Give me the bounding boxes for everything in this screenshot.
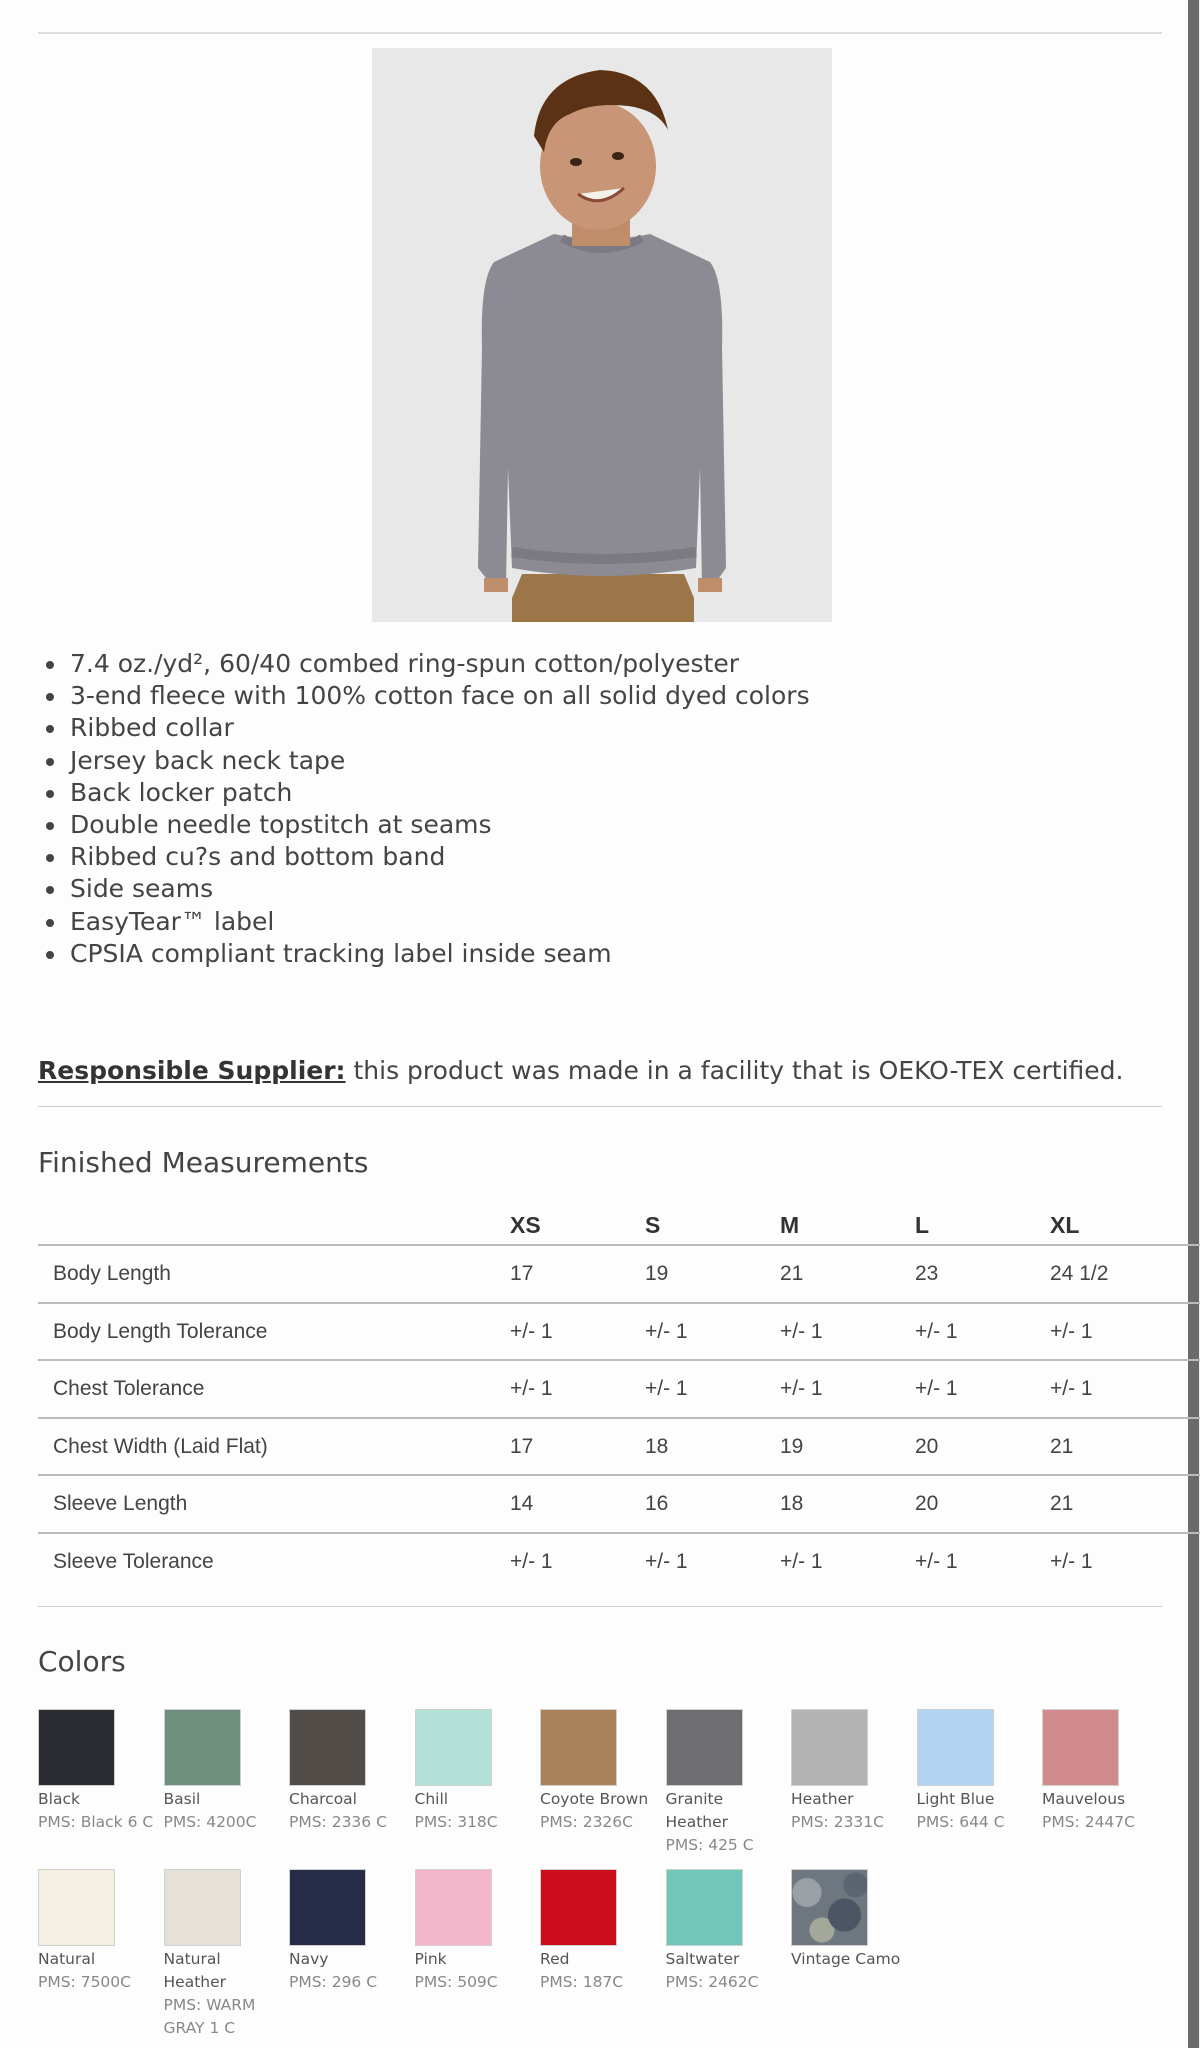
measurement-value: 17 — [510, 1434, 534, 1458]
measurement-value: 21 — [1050, 1434, 1074, 1458]
color-pms: PMS: 2462C — [665, 1973, 759, 1991]
measurement-value: +/- 1 — [780, 1319, 823, 1343]
measurement-value: 20 — [915, 1492, 939, 1516]
measurement-value: 21 — [780, 1262, 804, 1285]
feature-item: • CPSIA compliant tracking label inside seam — [68, 938, 810, 970]
color-swatch[interactable] — [540, 1709, 660, 1834]
color-name: Coyote Brown — [540, 1790, 649, 1808]
divider-colors — [38, 1606, 1162, 1607]
measurement-label: Body Length Tolerance — [53, 1319, 268, 1343]
color-swatch[interactable] — [415, 1709, 535, 1834]
measurement-label: Sleeve Tolerance — [53, 1549, 214, 1573]
measurement-value: 14 — [510, 1492, 534, 1516]
measurements-table — [38, 1208, 1200, 1592]
color-swatch[interactable] — [164, 1869, 284, 2040]
feature-item: • Jersey back neck tape — [68, 745, 810, 777]
measurement-value: +/- 1 — [645, 1549, 688, 1573]
color-pms: PMS: 2447C — [1042, 1813, 1135, 1831]
color-name: Granite Heather — [665, 1790, 728, 1831]
color-chip[interactable] — [289, 1869, 366, 1946]
color-pms: PMS: 7500C — [38, 1973, 131, 1991]
color-name: Light Blue — [916, 1790, 995, 1808]
color-swatch[interactable] — [1042, 1709, 1162, 1834]
size-header: M — [780, 1212, 800, 1238]
color-chip[interactable] — [415, 1869, 492, 1946]
measurements-title: Finished Measurements — [38, 1146, 369, 1179]
color-name: Chill — [414, 1790, 449, 1808]
measurement-value: +/- 1 — [1050, 1377, 1093, 1401]
color-chip[interactable] — [540, 1869, 617, 1946]
colors-title: Colors — [38, 1645, 126, 1678]
color-chip[interactable] — [917, 1709, 994, 1786]
color-pms: PMS: 2326C — [540, 1813, 633, 1831]
measurement-value: 19 — [780, 1434, 804, 1458]
color-pms: PMS: Black 6 C — [38, 1813, 154, 1831]
measurement-value: +/- 1 — [915, 1549, 958, 1573]
color-pms: PMS: 4200C — [163, 1813, 257, 1831]
color-chip[interactable] — [791, 1869, 868, 1946]
color-pms: PMS: 425 C — [665, 1836, 754, 1854]
scrollbar-track[interactable] — [1188, 0, 1200, 2048]
measurement-value: +/- 1 — [510, 1377, 553, 1401]
color-name: Red — [540, 1950, 570, 1968]
divider-top — [38, 32, 1162, 34]
color-chip[interactable] — [666, 1709, 743, 1786]
color-swatch[interactable] — [38, 1869, 158, 1994]
color-chip[interactable] — [38, 1869, 115, 1946]
color-swatch[interactable] — [540, 1869, 660, 1994]
color-chip[interactable] — [415, 1709, 492, 1786]
product-photo — [372, 48, 832, 622]
color-chip[interactable] — [38, 1709, 115, 1786]
measurement-value: +/- 1 — [780, 1377, 823, 1401]
color-swatch[interactable] — [289, 1869, 409, 1994]
measurement-value: 23 — [915, 1262, 939, 1285]
measurement-label: Body Length — [53, 1262, 171, 1285]
measurement-value: 16 — [645, 1492, 669, 1516]
measurement-value: +/- 1 — [510, 1549, 553, 1573]
measurement-value: 20 — [915, 1434, 939, 1458]
color-pms: PMS: 2336 C — [289, 1813, 387, 1831]
color-swatch[interactable] — [791, 1869, 911, 1971]
measurement-value: +/- 1 — [510, 1319, 553, 1343]
table-row — [38, 1304, 1200, 1362]
color-swatch[interactable] — [289, 1709, 409, 1834]
color-chip[interactable] — [1042, 1709, 1119, 1786]
measurement-value: +/- 1 — [780, 1549, 823, 1573]
size-header: XL — [1050, 1212, 1080, 1238]
color-swatch[interactable] — [38, 1709, 158, 1834]
color-swatch[interactable] — [666, 1709, 786, 1857]
color-pms: PMS: 318C — [414, 1813, 498, 1831]
measurement-value: 21 — [1050, 1492, 1074, 1516]
feature-item: • 3-end fleece with 100% cotton face on all solid dyed colors — [68, 680, 810, 712]
measurement-value: 24 1/2 — [1050, 1262, 1109, 1285]
measurement-label: Sleeve Length — [53, 1492, 188, 1516]
color-name: Mauvelous — [1042, 1790, 1126, 1808]
color-chip[interactable] — [289, 1709, 366, 1786]
color-name: Navy — [289, 1950, 329, 1968]
measurement-value: +/- 1 — [645, 1319, 688, 1343]
scrollbar-thumb[interactable] — [1188, 0, 1199, 2048]
size-header: XS — [510, 1212, 541, 1238]
measurement-value: +/- 1 — [645, 1377, 688, 1401]
color-name: Vintage Camo — [791, 1950, 901, 1968]
color-chip[interactable] — [540, 1709, 617, 1786]
color-pms: PMS: WARM GRAY 1 C — [163, 1996, 256, 2037]
measurement-value: 18 — [645, 1434, 669, 1458]
responsible-supplier-label: Responsible Supplier: — [38, 1056, 346, 1085]
table-row — [38, 1361, 1200, 1419]
feature-item: • Double needle topstitch at seams — [68, 809, 810, 841]
feature-item: • Ribbed collar — [68, 712, 810, 744]
size-header: S — [645, 1212, 661, 1238]
color-name: Black — [38, 1790, 80, 1808]
feature-item: • Ribbed cu?s and bottom band — [68, 841, 810, 873]
table-row — [38, 1419, 1200, 1477]
measurement-label: Chest Width (Laid Flat) — [53, 1434, 268, 1458]
color-pms: PMS: 2331C — [791, 1813, 884, 1831]
measurement-value: +/- 1 — [915, 1377, 958, 1401]
color-name: Heather — [791, 1790, 854, 1808]
feature-item: • 7.4 oz./yd², 60/40 combed ring-spun cotton/polyester — [68, 648, 810, 680]
color-pms: PMS: 187C — [540, 1973, 624, 1991]
color-swatch[interactable] — [666, 1869, 786, 1994]
color-name: Natural Heather — [163, 1950, 226, 1991]
feature-item: • Side seams — [68, 873, 810, 905]
table-row — [38, 1246, 1200, 1304]
responsible-supplier-text: this product was made in a facility that is OEKO-TEX certified. — [345, 1056, 1124, 1085]
color-swatch[interactable] — [791, 1709, 911, 1834]
color-name: Saltwater — [665, 1950, 740, 1968]
measurement-value: 18 — [780, 1492, 804, 1516]
feature-list — [68, 648, 810, 970]
color-name: Pink — [414, 1950, 447, 1968]
responsible-supplier-note — [38, 1056, 1124, 1085]
color-swatch[interactable] — [917, 1709, 1037, 1834]
divider-measurements — [38, 1106, 1162, 1107]
measurement-value: +/- 1 — [915, 1319, 958, 1343]
measurements-header-row — [38, 1208, 1200, 1246]
color-chip[interactable] — [666, 1869, 743, 1946]
color-swatch[interactable] — [415, 1869, 535, 1994]
size-header: L — [915, 1212, 930, 1238]
measurement-value: +/- 1 — [1050, 1549, 1093, 1573]
measurement-value: 17 — [510, 1262, 534, 1285]
table-row — [38, 1476, 1200, 1534]
measurement-value: +/- 1 — [1050, 1319, 1093, 1343]
color-pms: PMS: 296 C — [289, 1973, 378, 1991]
color-chip[interactable] — [791, 1709, 868, 1786]
color-swatch[interactable] — [164, 1709, 284, 1834]
color-chip[interactable] — [164, 1709, 241, 1786]
color-name: Natural — [38, 1950, 96, 1968]
table-row — [38, 1534, 1200, 1592]
feature-item: • EasyTear™ label — [68, 906, 810, 938]
color-name: Charcoal — [289, 1790, 357, 1808]
measurement-value: 19 — [645, 1262, 669, 1285]
color-pms: PMS: 644 C — [916, 1813, 1005, 1831]
color-name: Basil — [163, 1790, 201, 1808]
measurement-label: Chest Tolerance — [53, 1377, 205, 1401]
color-pms: PMS: 509C — [414, 1973, 498, 1991]
color-chip[interactable] — [164, 1869, 241, 1946]
feature-item: • Back locker patch — [68, 777, 810, 809]
